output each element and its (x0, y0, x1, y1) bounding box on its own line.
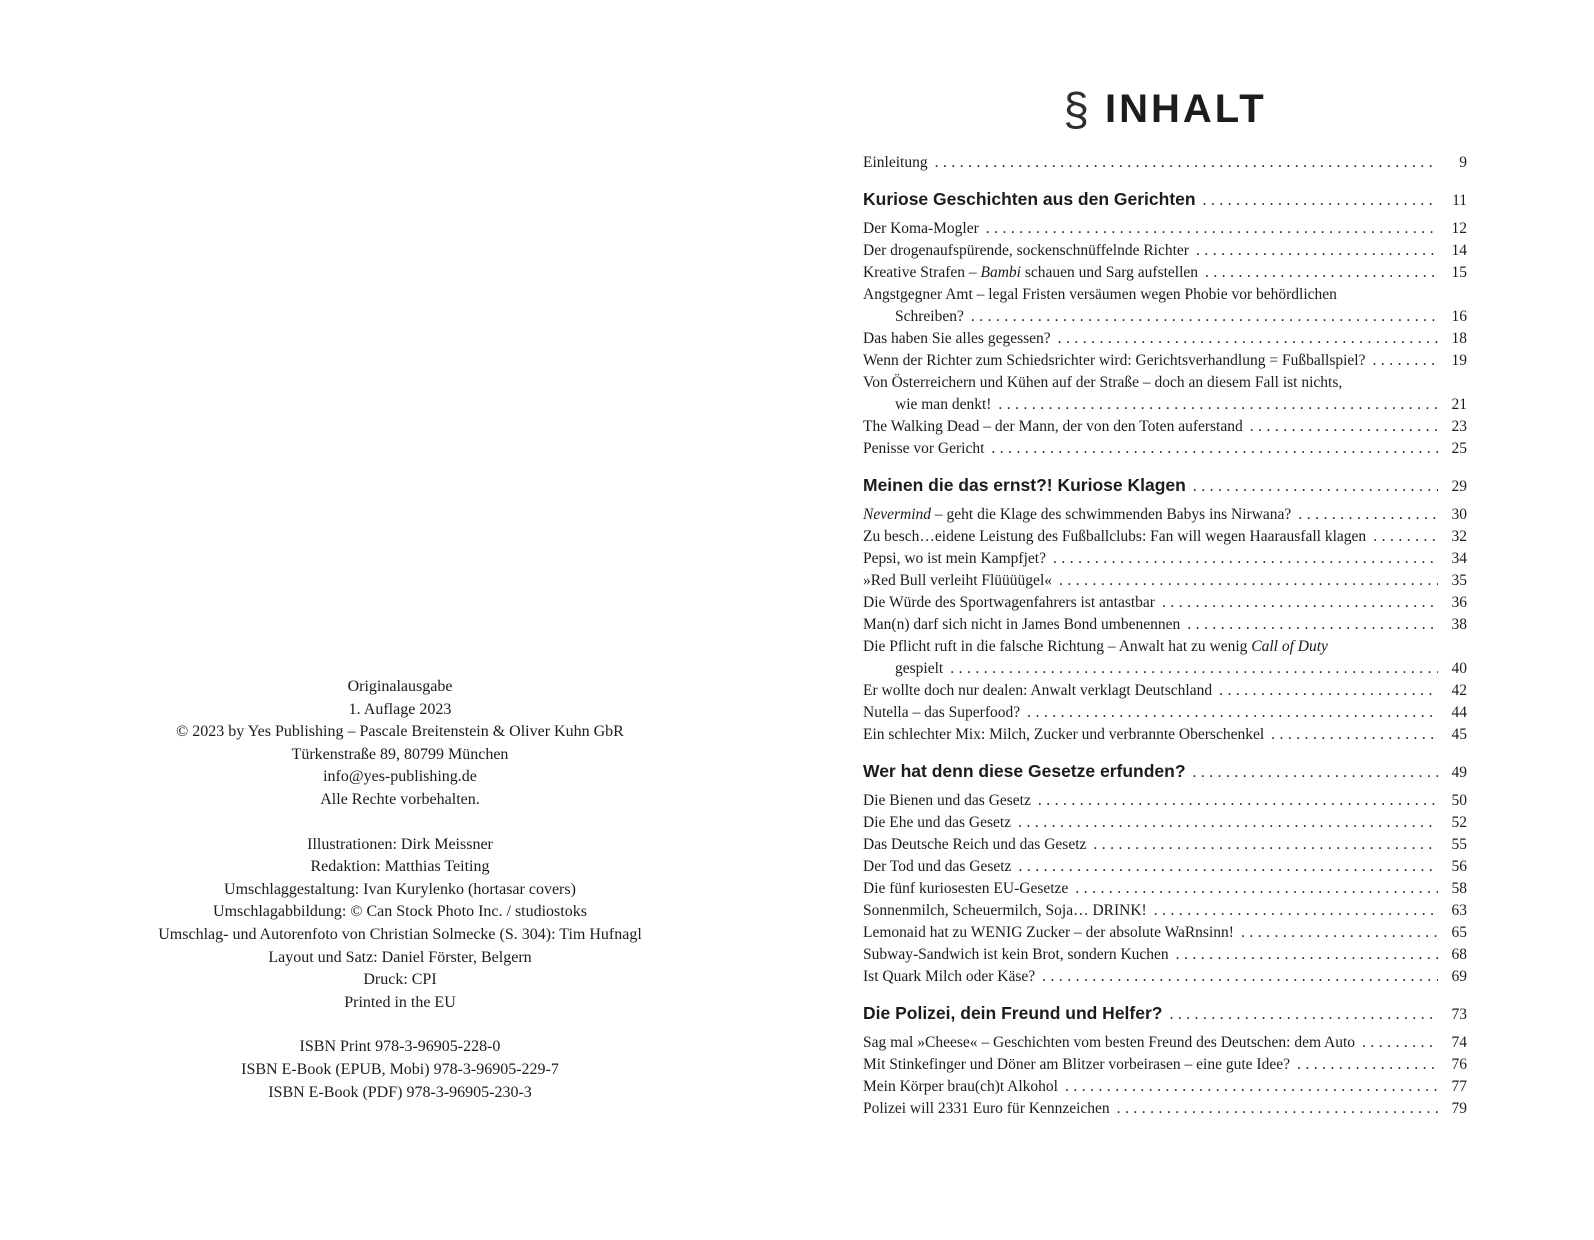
imprint-line: Originalausgabe (347, 678, 453, 695)
toc-entry-text-segment: Penisse vor Gericht (863, 440, 985, 457)
toc-page-number: 63 (1451, 902, 1467, 919)
dot-leader (1154, 900, 1438, 922)
toc-entry-text-segment: Er wollte doch nur dealen: Anwalt verklagt Deutschland (863, 682, 1213, 699)
toc-entry-text (863, 834, 1086, 856)
toc-entry-text-segment: Der Tod und das Gesetz (863, 858, 1012, 875)
imprint-line: ISBN Print 978-3-96905-228-0 (299, 1038, 501, 1056)
dot-leader (1038, 790, 1438, 812)
dot-leader (1059, 570, 1438, 592)
toc-entry-text (863, 658, 943, 680)
toc-page-number: 29 (1451, 478, 1467, 495)
toc-entry (863, 1076, 1467, 1098)
dot-leader (1362, 1032, 1438, 1054)
toc-entry (863, 834, 1467, 856)
dot-leader (1196, 240, 1438, 262)
toc-entry-text (863, 570, 1052, 592)
toc-entry-text (863, 944, 1169, 966)
toc-entry-text (863, 284, 1337, 306)
toc-entry (863, 1098, 1467, 1120)
toc-page-number: 50 (1451, 792, 1467, 809)
toc-entry-text (863, 218, 979, 240)
toc-entry-text (863, 372, 1342, 394)
imprint-line: Alle Rechte vorbehalten. (320, 790, 480, 808)
toc-entry-text-italic: Nevermind (863, 506, 932, 523)
dot-leader (1193, 475, 1438, 499)
toc-entry-text-segment: Der drogenaufspürende, sockenschnüffelnde Richter (863, 242, 1189, 259)
toc-entry-text-segment: – geht die Klage des schwimmenden Babys ins Nirwana? (931, 506, 1292, 523)
toc-entry-text (863, 548, 1046, 570)
dot-leader (991, 438, 1438, 460)
toc-page-number: 35 (1451, 572, 1467, 589)
toc-header (863, 80, 1467, 138)
dot-leader (1075, 878, 1438, 900)
dot-leader (1018, 812, 1438, 834)
toc-entry-text (863, 592, 1155, 614)
toc-entry-text (863, 680, 1212, 702)
toc-entry-text (863, 702, 1020, 724)
imprint-line: Layout und Satz: Daniel Förster, Belgern (268, 948, 532, 966)
toc-page-number: 79 (1451, 1100, 1467, 1117)
toc-page-number: 44 (1451, 704, 1467, 721)
toc-entry-text (863, 187, 1196, 211)
toc-entry-text-segment: The Walking Dead – der Mann, der von den Toten auferstand (863, 418, 1243, 435)
toc-page-number: 14 (1451, 242, 1467, 259)
toc-entry-text (863, 724, 1264, 746)
toc-entry-text-segment: Die Bienen und das Gesetz (863, 792, 1031, 809)
toc-entry-text-segment: Pepsi, wo ist mein Kampfjet? (863, 550, 1046, 567)
dot-leader (1042, 966, 1438, 988)
dot-leader (1162, 592, 1438, 614)
dot-leader (1298, 504, 1438, 526)
toc-page-number: 15 (1451, 264, 1467, 281)
toc-entry (863, 262, 1467, 284)
toc-page-number: 73 (1451, 1006, 1467, 1023)
dot-leader (998, 394, 1438, 416)
toc-entry-text-segment: Zu besch…eidene Leistung des Fußballclubs: Fan will wegen Haarausfall klagen (863, 528, 1367, 545)
dot-leader (1241, 922, 1438, 944)
toc-page-number: 18 (1451, 330, 1467, 347)
toc-page-number: 74 (1451, 1034, 1467, 1051)
toc-entry-continuation (863, 306, 1467, 328)
toc-entry (863, 812, 1467, 834)
toc-page-number: 32 (1451, 528, 1467, 545)
toc-entry-text-segment: Sonnenmilch, Scheuermilch, Soja… DRINK! (863, 902, 1147, 919)
toc-page-number: 65 (1451, 924, 1467, 941)
toc-entry (863, 592, 1467, 614)
toc-entry-text-segment: Mein Körper brau(ch)t Alkohol (863, 1078, 1058, 1095)
toc-entry (863, 350, 1467, 372)
toc-entry-text (863, 504, 1291, 526)
toc-page-number: 11 (1452, 192, 1467, 209)
toc-page-number: 68 (1451, 946, 1467, 963)
toc-entry-text (863, 240, 1189, 262)
imprint-line: Türkenstraße 89, 80799 München (291, 745, 509, 763)
toc-entry-text-segment: Angstgegner Amt – legal Fristen versäumen wegen Phobie vor behördlichen (863, 286, 1337, 303)
toc-page-number: 77 (1451, 1078, 1467, 1095)
dot-leader (1203, 189, 1438, 213)
dot-leader (1169, 1003, 1438, 1027)
toc-page-number: 45 (1451, 726, 1467, 743)
toc-entry-text (863, 856, 1011, 878)
imprint-line: info@yes-publishing.de (323, 768, 477, 786)
toc-page-number: 12 (1451, 220, 1467, 237)
imprint-line: 1. Auflage 2023 (348, 700, 452, 718)
dot-leader (971, 306, 1438, 328)
toc-entry (863, 702, 1467, 724)
toc-entry (863, 372, 1467, 394)
toc-page-number: 36 (1451, 594, 1467, 611)
toc-entry (863, 152, 1467, 174)
imprint-line: © 2023 by Yes Publishing – Pascale Breitenstein & Oliver Kuhn GbR (176, 723, 624, 741)
dot-leader (1205, 262, 1438, 284)
toc-entry-text-segment: Von Österreichern und Kühen auf der Straße – doch an diesem Fall ist nichts, (863, 374, 1343, 391)
toc-entry-text (863, 636, 1328, 658)
toc-entry-text-segment: wie man denkt! (895, 396, 992, 413)
toc-entry (863, 240, 1467, 262)
toc-entry (863, 526, 1467, 548)
toc-entry-text-segment: Einleitung (863, 154, 928, 171)
toc-entry (863, 328, 1467, 350)
toc-entry-text-segment: Wenn der Richter zum Schiedsrichter wird: Gerichtsverhandlung = Fußballspiel? (863, 352, 1366, 369)
toc-entry-text (863, 328, 1051, 350)
dot-leader (935, 152, 1438, 174)
toc-entry-text (863, 1032, 1355, 1054)
toc-entry-continuation (863, 658, 1467, 680)
toc-entry-text (863, 878, 1068, 900)
toc-entry-text-segment: »Red Bull verleiht Flüüüügel« (863, 572, 1052, 589)
toc-entry (863, 856, 1467, 878)
toc-entry (863, 1032, 1467, 1054)
imprint-block (110, 676, 690, 812)
imprint-line: Illustrationen: Dirk Meissner (307, 835, 493, 853)
toc-page-number: 9 (1459, 154, 1467, 171)
toc-entry-text-segment: Die Polizei, dein Freund und Helfer? (863, 1003, 1163, 1023)
toc-heading (863, 759, 1467, 785)
toc-entry-text (863, 1098, 1110, 1120)
toc-entry (863, 680, 1467, 702)
toc-entry-text (863, 394, 991, 416)
toc-page-number: 21 (1451, 396, 1467, 413)
toc-entry-text-segment: gespielt (895, 660, 944, 677)
imprint-line: ISBN E-Book (PDF) 978-3-96905-230-3 (268, 1083, 532, 1101)
toc-entry-text-segment: Lemonaid hat zu WENIG Zucker – der absolute WaRnsinn! (863, 924, 1234, 941)
imprint-line: Printed in the EU (344, 993, 456, 1011)
toc-entry-text (863, 614, 1180, 636)
toc-page (863, 80, 1467, 1120)
toc-entry-text (863, 1076, 1058, 1098)
toc-entry-text-segment: Schreiben? (895, 308, 964, 325)
toc-entry-text-segment: Wer hat denn diese Gesetze erfunden? (863, 761, 1186, 781)
toc-entry (863, 944, 1467, 966)
dot-leader (986, 218, 1438, 240)
toc-entry (863, 614, 1467, 636)
toc-entry-text-segment: Mit Stinkefinger und Döner am Blitzer vorbeirasen – eine gute Idee? (863, 1056, 1290, 1073)
toc-entry (863, 724, 1467, 746)
toc-entry-text-segment: Die Ehe und das Gesetz (863, 814, 1012, 831)
toc-title: INHALT (1104, 87, 1267, 131)
toc-page-number: 30 (1451, 506, 1467, 523)
toc-entry (863, 438, 1467, 460)
imprint-line: Umschlag- und Autorenfoto von Christian Solmecke (S. 304): Tim Hufnagl (158, 925, 642, 943)
toc-entry-text-segment: Meinen die das ernst?! Kuriose Klagen (863, 475, 1186, 495)
toc-page-number: 58 (1451, 880, 1467, 897)
toc-entry-text (863, 306, 964, 328)
imprint-line: Umschlaggestaltung: Ivan Kurylenko (hortasar covers) (224, 880, 576, 898)
toc-page-number: 56 (1451, 858, 1467, 875)
toc-entry-text-segment: Kreative Strafen – (863, 264, 981, 281)
imprint-block (110, 1036, 690, 1104)
toc-page-number: 38 (1451, 616, 1467, 633)
dot-leader (1271, 724, 1438, 746)
toc-entry-text (863, 438, 984, 460)
toc-entry (863, 284, 1467, 306)
toc-page-number: 23 (1451, 418, 1467, 435)
toc-entry-text (863, 922, 1234, 944)
imprint-line: Umschlagabbildung: © Can Stock Photo Inc. / studiostoks (213, 903, 587, 921)
toc-entry-text-segment: Das Deutsche Reich und das Gesetz (863, 836, 1087, 853)
toc-entry (863, 922, 1467, 944)
toc-entry-text (863, 790, 1031, 812)
toc-entry-text-segment: Ein schlechter Mix: Milch, Zucker und verbrannte Oberschenkel (863, 726, 1265, 743)
toc-entry-continuation (863, 394, 1467, 416)
toc-page-number: 40 (1451, 660, 1467, 677)
toc-page-number: 16 (1451, 308, 1467, 325)
toc-entry (863, 218, 1467, 240)
toc-entry-text-segment: Sag mal »Cheese« – Geschichten vom besten Freund des Deutschen: dem Auto (863, 1034, 1356, 1051)
toc-entry (863, 1054, 1467, 1076)
toc-entry (863, 416, 1467, 438)
toc-entry-text-segment: Die Würde des Sportwagenfahrers ist antastbar (863, 594, 1155, 611)
toc-entry-text (863, 350, 1366, 372)
toc-heading (863, 187, 1467, 213)
toc-entry-text (863, 473, 1186, 497)
imprint-page (110, 676, 690, 1104)
toc-entry (863, 966, 1467, 988)
dot-leader (1093, 834, 1438, 856)
toc-entry (863, 900, 1467, 922)
imprint-content (110, 676, 690, 1104)
dot-leader (950, 658, 1438, 680)
toc-entry-text (863, 900, 1147, 922)
toc-entry (863, 548, 1467, 570)
toc-page-number: 76 (1451, 1056, 1467, 1073)
toc-entry (863, 790, 1467, 812)
toc-page-number: 69 (1451, 968, 1467, 985)
toc-entry-text-segment: Polizei will 2331 Euro für Kennzeichen (863, 1100, 1110, 1117)
toc-heading (863, 473, 1467, 499)
imprint-line: Redaktion: Matthias Teiting (310, 858, 490, 876)
toc-entry-text-segment: schauen und Sarg aufstellen (1020, 264, 1199, 281)
toc-entry-text (863, 262, 1198, 284)
toc-entry-text-segment: Kuriose Geschichten aus den Gerichten (863, 189, 1196, 209)
toc-entry-text-segment: Ist Quark Milch oder Käse? (863, 968, 1036, 985)
toc-entry (863, 636, 1467, 658)
toc-entry-text (863, 1001, 1162, 1025)
toc-page-number: 52 (1451, 814, 1467, 831)
toc-page-number: 49 (1451, 764, 1467, 781)
toc-page-number: 25 (1451, 440, 1467, 457)
dot-leader (1027, 702, 1438, 724)
toc-entry-text-segment: Subway-Sandwich ist kein Brot, sondern Kuchen (863, 946, 1169, 963)
toc-entry (863, 504, 1467, 526)
dot-leader (1065, 1076, 1438, 1098)
dot-leader (1018, 856, 1438, 878)
dot-leader (1058, 328, 1438, 350)
toc-entry-text-segment: Das haben Sie alles gegessen? (863, 330, 1051, 347)
dot-leader (1373, 526, 1438, 548)
toc-page-number: 19 (1451, 352, 1467, 369)
toc-entry-text-segment: Nutella – das Superfood? (863, 704, 1021, 721)
imprint-line: Druck: CPI (363, 971, 437, 989)
dot-leader (1117, 1098, 1438, 1120)
imprint-line: ISBN E-Book (EPUB, Mobi) 978-3-96905-229-7 (241, 1060, 559, 1078)
toc-entry-text-segment: Der Koma-Mogler (863, 220, 979, 237)
toc-entry-text (863, 1054, 1290, 1076)
toc-entry-text-italic: Call of Duty (1251, 638, 1328, 655)
imprint-block (110, 834, 690, 1015)
toc-page-number: 42 (1451, 682, 1467, 699)
dot-leader (1297, 1054, 1438, 1076)
toc-entry-text (863, 526, 1366, 548)
toc-entry-text (863, 759, 1186, 783)
toc-entry (863, 878, 1467, 900)
dot-leader (1250, 416, 1438, 438)
dot-leader (1219, 680, 1438, 702)
toc-page-number: 55 (1451, 836, 1467, 853)
dot-leader (1193, 761, 1438, 785)
toc-entry-text-italic: Bambi (980, 264, 1021, 281)
section-paragraph-icon: § (1063, 83, 1089, 135)
toc-entry-text (863, 966, 1035, 988)
dot-leader (1053, 548, 1438, 570)
toc-entry-text-segment: Die Pflicht ruft in die falsche Richtung – Anwalt hat zu wenig (863, 638, 1252, 655)
toc-page-number: 34 (1451, 550, 1467, 567)
toc-entry-text-segment: Die fünf kuriosesten EU-Gesetze (863, 880, 1069, 897)
toc-entry-text-segment: Man(n) darf sich nicht in James Bond umbenennen (863, 616, 1181, 633)
dot-leader (1176, 944, 1438, 966)
toc-list (863, 152, 1467, 1120)
dot-leader (1187, 614, 1438, 636)
toc-entry-text (863, 152, 928, 174)
toc-entry-text (863, 812, 1011, 834)
toc-entry-text (863, 416, 1243, 438)
toc-heading (863, 1001, 1467, 1027)
dot-leader (1373, 350, 1439, 372)
toc-entry (863, 570, 1467, 592)
